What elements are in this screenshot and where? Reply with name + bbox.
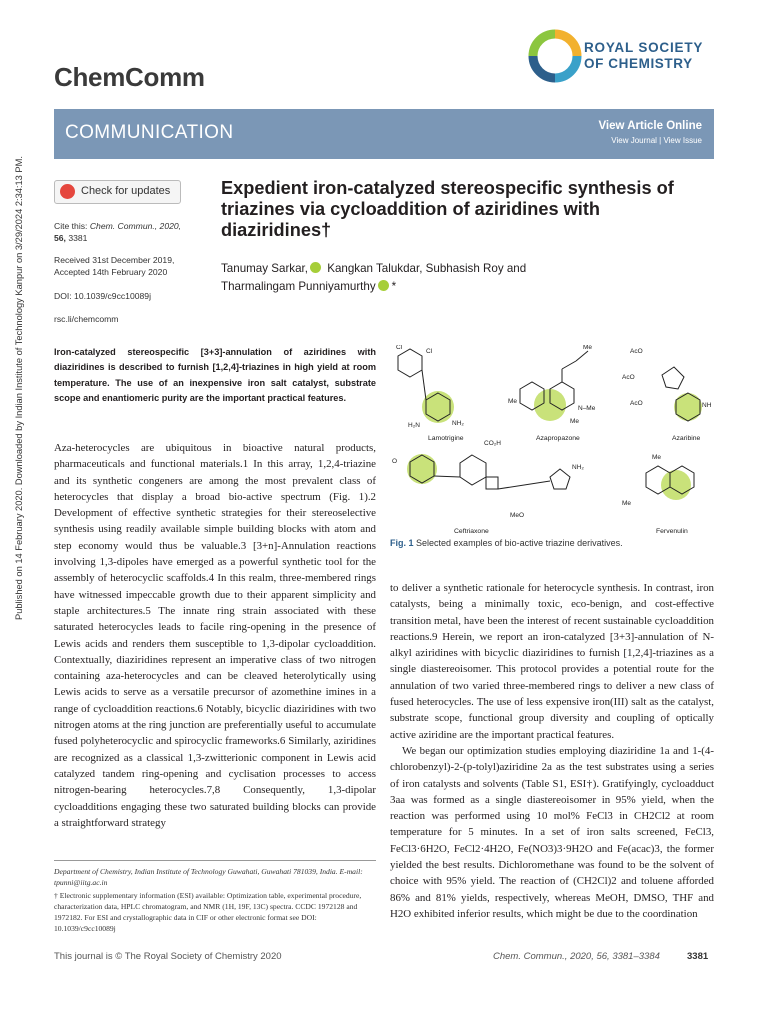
- structure-label: Azaribine: [672, 435, 701, 442]
- footer-citation: Chem. Commun., 2020, 56, 3381–3384: [493, 951, 660, 962]
- structure-label: Azapropazone: [536, 435, 580, 442]
- svg-text:Me: Me: [570, 418, 580, 425]
- svg-text:CO₂H: CO₂H: [484, 440, 501, 447]
- updates-bookmark-icon: [60, 184, 75, 199]
- article-type: COMMUNICATION: [65, 122, 234, 143]
- rsc-emblem-icon: [527, 28, 583, 86]
- rsc-line1: ROYAL SOCIETY: [584, 40, 704, 55]
- svg-text:NH: NH: [702, 402, 712, 409]
- author-sarkar[interactable]: Tanumay Sarkar,: [221, 262, 308, 275]
- affiliation-note: Department of Chemistry, Indian Institute of Technology Guwahati, Guwahati 781039, India. E-mail: tpunni@iitg.ac.in: [54, 867, 363, 887]
- svg-text:Me: Me: [583, 345, 593, 351]
- figure-caption-text: Selected examples of bio-active triazine derivatives.: [416, 538, 623, 548]
- esi-note: † Electronic supplementary information (ESI) available: Optimization table, experimental procedure, characterization data, HPLC chromatogram, and NMR (1H, 19F, 13C) spectra. CCDC 1972128 and 1972182. For ESI and crystallographic data in CIF or other electronic format see DOI: 10.1039/c9cc10089j: [54, 891, 362, 933]
- cite-ref: Chem. Commun., 2020,: [89, 221, 182, 231]
- svg-text:NH₂: NH₂: [572, 464, 584, 471]
- svg-text:O: O: [392, 458, 398, 465]
- journal-site-link[interactable]: rsc.li/chemcomm: [54, 314, 119, 324]
- dates-block: [54, 254, 174, 278]
- svg-text:H₂N: H₂N: [408, 422, 420, 429]
- body-paragraph: to deliver a synthetic rationale for heterocycle synthesis. In contrast, iron catalysts, being a minimally toxic, eco-benign, and cost-effective transition metal, have been the interest of recent sustainable cycloaddition reactions.9 Herein, we report an iron-catalyzed [3+3]-annulation of N-alkyl aziridines with bicyclic diaziridines to furnish [1,2,4]-triazines as a single diastereoisomer. This protocol provides a potential route for the annulation of two varied three-membered rings to deliver a new class of fused heterocycles. The use of less expensive iron(III) salt as the catalyst, substrate scope, functional group diversity and coupling of optically active aziridine are the important practical features.: [390, 582, 714, 741]
- figure-1-structures: [390, 345, 714, 545]
- check-for-updates-label: Check for updates: [81, 185, 171, 197]
- accepted-date: Accepted 14th February 2020: [54, 267, 168, 277]
- view-journal-issue-links[interactable]: View Journal | View Issue: [611, 136, 702, 145]
- citation-block: [54, 220, 204, 244]
- cite-label: Cite this:: [54, 221, 88, 231]
- article-title: Expedient iron-catalyzed stereospecific synthesis of triazines via cycloaddition of aziridines with diaziridines†: [221, 178, 674, 240]
- figure-label: Fig. 1: [390, 538, 414, 548]
- author-list: Tanumay Sarkar, Kangkan Talukdar, Subhasish Roy and Tharmalingam Punniyamurthy *: [221, 262, 527, 293]
- footnotes: [54, 866, 376, 934]
- svg-text:Me: Me: [652, 454, 662, 461]
- svg-text:NH₂: NH₂: [452, 420, 464, 427]
- download-note-text: Published on 14 February 2020. Downloaded by Indian Institute of Technology Kanpur on 3/29/2024 2:34:13 PM.: [14, 156, 24, 620]
- cite-page: 3381: [68, 233, 88, 243]
- body-paragraph: Aza-heterocycles are ubiquitous in bioactive natural products, pharmaceuticals and functional materials.1 In this array, 1,2,4-triazine and its synthetic congeners are among the most prevalent class of heterocycles that display a broad bio-active spectrum (Fig. 1).2 Development of effective synthetic strategies for their stereoselective synthesis using readily available simple building blocks with atom and step economy would thus be valuable.3 [3+n]-Annulation reactions involving 1,3-dipoles have emerged as a powerful synthetic tool for the assembly of heterocyclic scaffolds.4 In this realm, three-membered rings have witnessed impeccable growth due to their apparent simplicity and staple architectures.5 The innate ring strain associated with these saturated heterocycles leads to facile ring-opening in the presence of Lewis acids and renders them susceptible to 1,3-dipolar cycloaddition. Contextually, diaziridines represent an imperative class of two nitrogen containing aza-heterocycles and can be cleaved heterolytically using Lewis acids to serve as a versatile precursor of azomethine imines in a range of cycloaddition reactions.6 Notably, bicyclic diaziridines with two nitrogen atoms at the ring junction are preferentially useful to accumulate fused polyheterocyclic and spirocyclic frameworks.6 Similarly, aziridines are recognized as a classical 1,3-zwitterionic component in Lewis acid catalyzed tandem ring-opening and cyclisation processes to access nitrogen-bearing heterocycles.7,8 Consequently, 1,3-dipolar cycloadditions engaging these two saturated building blocks can provide a straightforward strategy: [54, 442, 376, 829]
- svg-text:AcO: AcO: [630, 400, 643, 407]
- rsc-logo[interactable]: [527, 28, 717, 86]
- received-date: Received 31st December 2019,: [54, 255, 175, 265]
- abstract: Iron-catalyzed stereospecific [3+3]-annulation of aziridines with diaziridines is described to furnish [1,2,4]-triazines in high yield at room temperature. The use of an inexpensive iron salt catalyst, substrate scope and enantiomeric purity are the important practical features.: [54, 347, 376, 403]
- right-column: [390, 580, 714, 922]
- structure-label: Ceftriaxone: [454, 528, 489, 535]
- structure-label: Lamotrigine: [428, 435, 464, 442]
- svg-text:Me: Me: [622, 500, 632, 507]
- left-column: [54, 440, 376, 831]
- rsc-line2: OF CHEMISTRY: [584, 56, 693, 71]
- author-punniyamurthy[interactable]: Tharmalingam Punniyamurthy: [221, 280, 376, 293]
- body-paragraph: We began our optimization studies employing diaziridine 1a and 1-(4-chlorobenzyl)-2-(p-tolyl)aziridine 2a as the test substrates using a series of iron catalysts and solvents (Table S1, ESI†). Gratifyingly, cycloadduct 3aa was formed as a single diastereoisomer in 95% yield, when the reaction was performed using 10 mol% FeCl3 in CH2Cl2 at room temperature for 5 minutes. In a set of iron salts screened, FeCl3, FeCl3·6H2O, FeCl2·4H2O, Fe(NO3)3·9H2O and Fe(acac)3, the former yielded the best results. Dichloromethane was found to be the solvent of choice with 95% yield. The reaction of (CH2Cl)2 and toluene afforded 86% and 81% yields, respectively, whereas MeOH, DMSO, THF and H2O exhibited inferior results, which might be due to the coordination: [390, 744, 714, 920]
- footnote-divider: [54, 860, 376, 861]
- article-type-banner: [54, 109, 714, 159]
- authors-middle[interactable]: Kangkan Talukdar, Subhasish Roy and: [327, 262, 527, 275]
- page-number: 3381: [687, 951, 709, 962]
- view-article-online-link[interactable]: View Article Online: [598, 120, 702, 132]
- doi[interactable]: DOI: 10.1039/c9cc10089j: [54, 291, 151, 301]
- structure-label: Fervenulin: [656, 528, 688, 535]
- svg-text:N–Me: N–Me: [578, 405, 596, 412]
- svg-text:Me: Me: [508, 398, 518, 405]
- orcid-icon[interactable]: [310, 262, 321, 273]
- check-for-updates-button[interactable]: [54, 180, 181, 204]
- svg-text:Cl: Cl: [396, 345, 403, 351]
- journal-name: ChemComm: [54, 62, 205, 92]
- download-note: [3, 150, 24, 620]
- svg-text:AcO: AcO: [630, 348, 643, 355]
- footer-copyright: This journal is © The Royal Society of Chemistry 2020: [54, 951, 282, 962]
- svg-text:Cl: Cl: [426, 348, 433, 355]
- svg-text:AcO: AcO: [622, 374, 635, 381]
- svg-text:MeO: MeO: [510, 512, 525, 519]
- cite-volume: 56,: [54, 233, 66, 243]
- figure-caption: [390, 538, 623, 548]
- orcid-icon[interactable]: [378, 280, 389, 291]
